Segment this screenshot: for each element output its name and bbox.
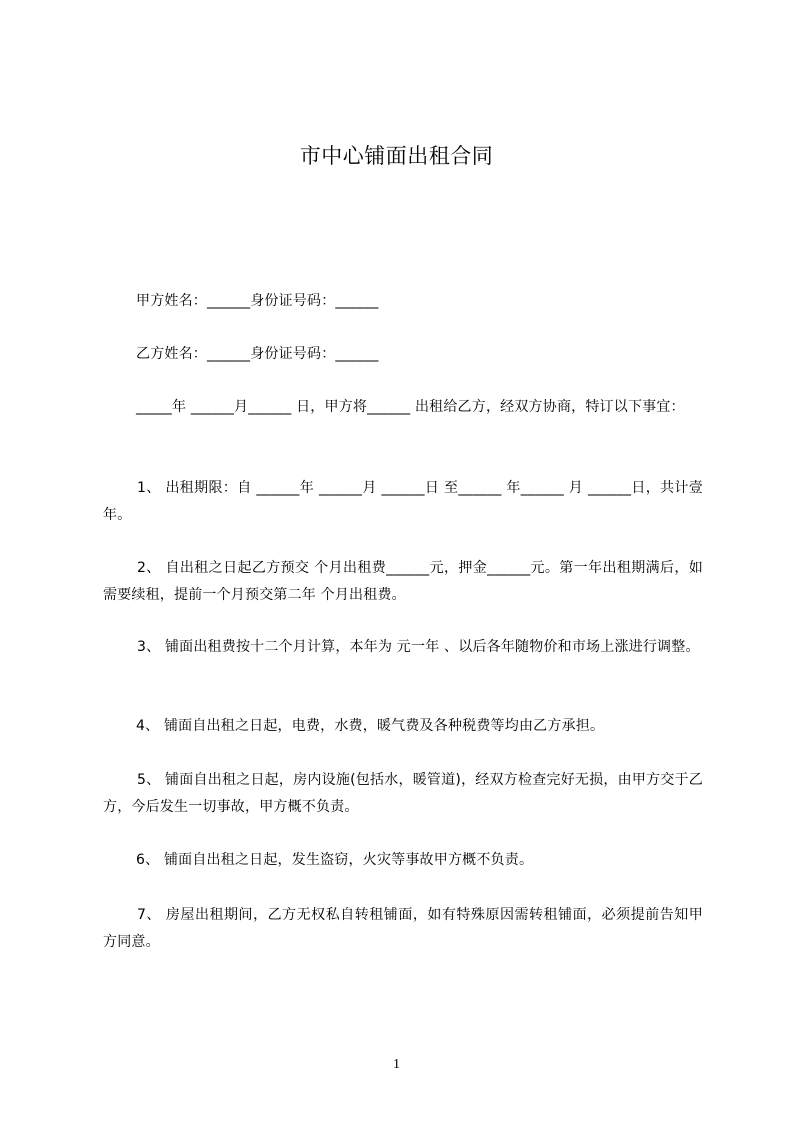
party-a-line: 甲方姓名：______身份证号码：______: [136, 293, 379, 309]
clause-2: 2、 自出租之日起乙方预交 个月出租费______元，押金______元。第一年出租期满后，如需要续租，提前一个月预交第二年 个月出租费。: [103, 560, 703, 603]
intro-paragraph: _____年 ______月______ 日，甲方将______ 出租给乙方，经双方协商，特订以下事宜：: [136, 399, 685, 415]
page-number: 1: [393, 1057, 400, 1072]
clause-5: 5、 铺面自出租之日起，房内设施(包括水，暖管道)，经双方检查完好无损，由甲方交于乙方，今后发生一切事故，甲方概不负责。: [103, 772, 703, 815]
document-title: 市中心铺面出租合同: [299, 144, 494, 168]
clause-6: 6、 铺面自出租之日起，发生盗窃，火灾等事故甲方概不负责。: [136, 852, 534, 868]
clause-7: 7、 房屋出租期间，乙方无权私自转租铺面，如有特殊原因需转租铺面，必须提前告知甲方同意。: [103, 907, 703, 950]
clause-1: 1、 出租期限：自 ______年 ______月 ______日 至______ 年______ 月 ______日，共计壹年。: [103, 480, 703, 523]
clause-4: 4、 铺面自出租之日起，电费，水费，暖气费及各种税费等均由乙方承担。: [136, 718, 605, 734]
clause-3: 3、 铺面出租费按十二个月计算，本年为 元一年 、以后各年随物价和市场上涨进行调整。: [137, 639, 700, 655]
party-b-line: 乙方姓名：______身份证号码：______: [136, 346, 379, 362]
